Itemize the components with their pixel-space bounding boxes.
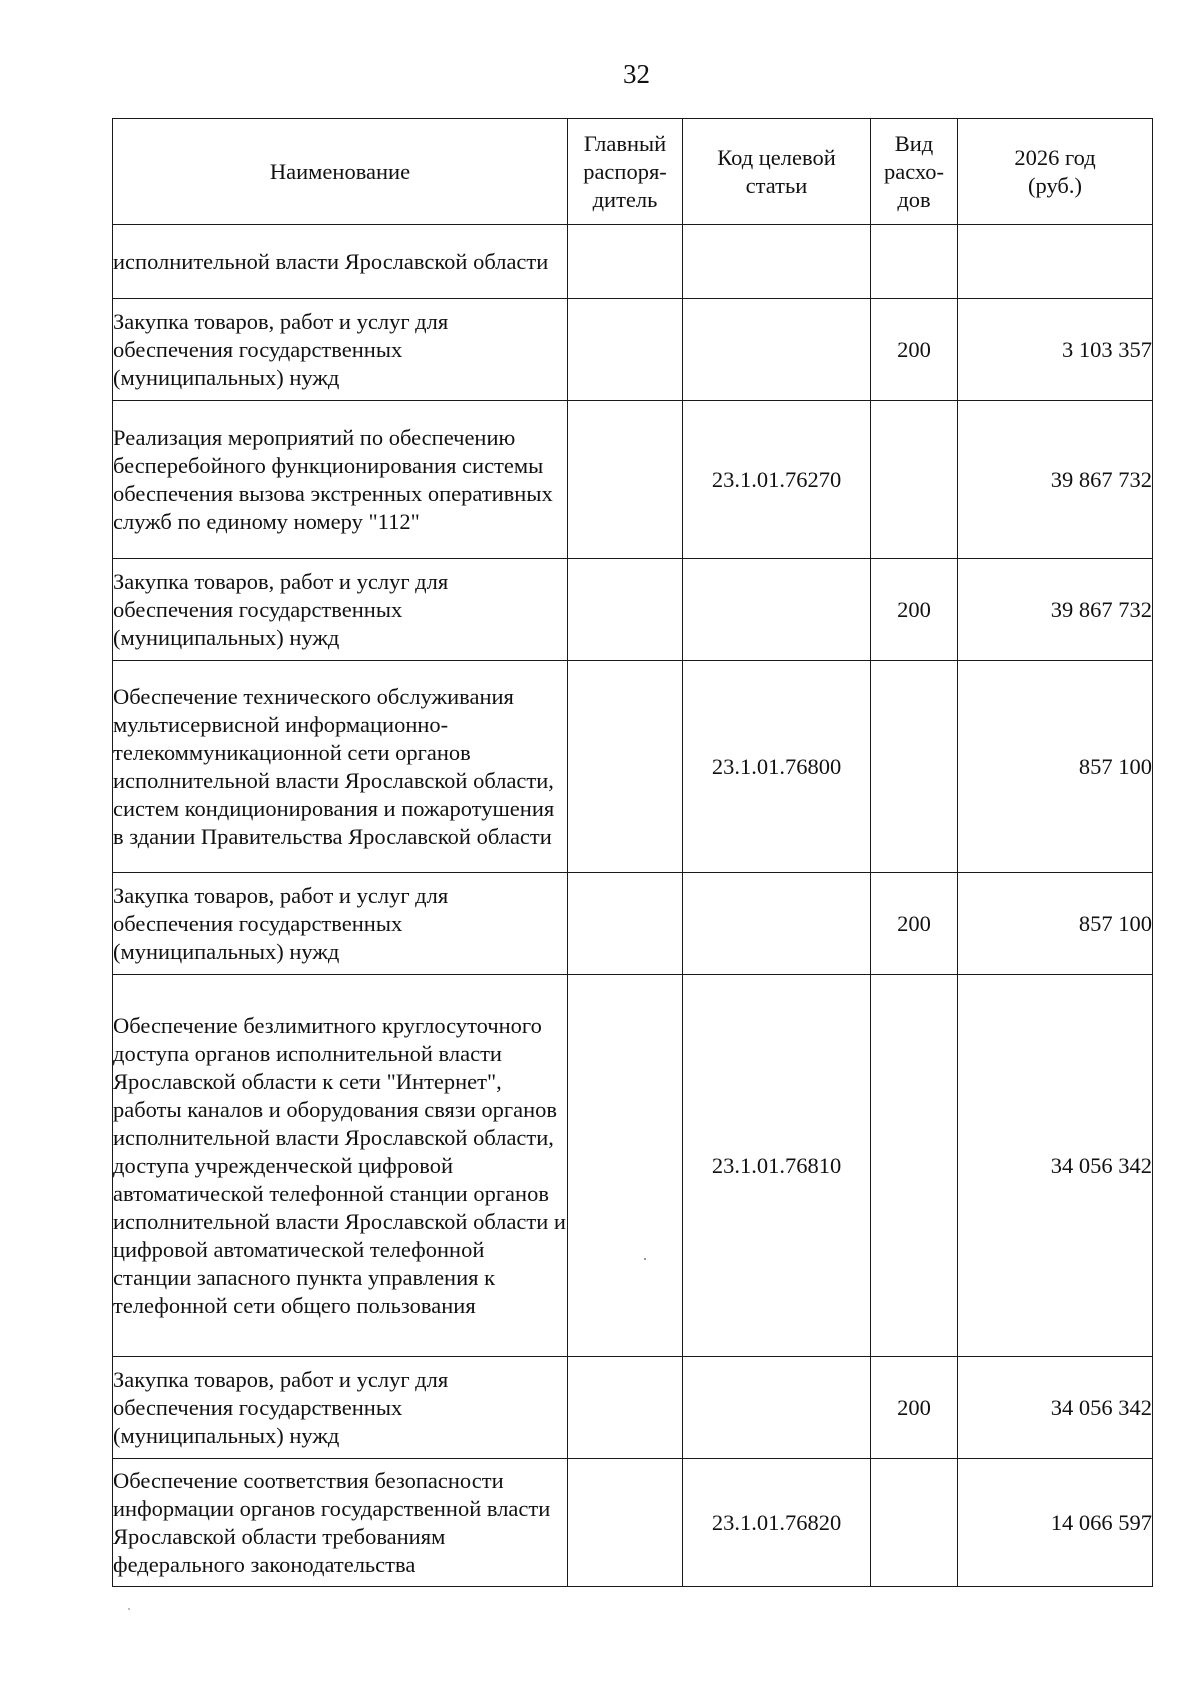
row-manager <box>568 661 683 873</box>
row-expense-type <box>871 975 958 1357</box>
row-expense-type <box>871 225 958 299</box>
budget-table <box>112 118 1153 1587</box>
row-name: Закупка товаров, работ и услуг для обеспечения государственных (муниципальных) нужд <box>113 873 568 975</box>
row-target-code <box>683 225 871 299</box>
scan-speck <box>128 1608 130 1610</box>
row-amount: 39 867 732 <box>958 401 1153 559</box>
row-name: Обеспечение безлимитного круглосуточного доступа органов исполнительной власти Ярославской области к сети "Интернет", работы каналов и оборудования связи органов исполнительной власти Ярославской области, доступа учрежденческой цифровой автоматической телефонной станции органов исполнительной власти Ярославской области и цифровой автоматической телефонной станции запасного пункта управления к телефонной сети общего пользования <box>113 975 568 1357</box>
row-amount: 34 056 342 <box>958 1357 1153 1459</box>
row-name: Реализация мероприятий по обеспечению бесперебойного функционирования системы обеспечения вызова экстренных оперативных служб по единому номеру "112" <box>113 401 568 559</box>
header-target-code: Код целевой статьи <box>683 119 871 225</box>
row-target-code <box>683 559 871 661</box>
row-manager <box>568 559 683 661</box>
row-target-code: 23.1.01.76800 <box>683 661 871 873</box>
table-row <box>113 873 1153 975</box>
table-row <box>113 299 1153 401</box>
row-target-code: 23.1.01.76810 <box>683 975 871 1357</box>
table-row <box>113 661 1153 873</box>
row-amount: 857 100 <box>958 873 1153 975</box>
row-expense-type: 200 <box>871 1357 958 1459</box>
row-manager <box>568 299 683 401</box>
row-amount <box>958 225 1153 299</box>
row-manager <box>568 1357 683 1459</box>
page-number: 32 <box>623 59 650 89</box>
row-name: исполнительной власти Ярославской области <box>113 225 568 299</box>
row-manager <box>568 1459 683 1587</box>
row-amount: 3 103 357 <box>958 299 1153 401</box>
row-manager <box>568 975 683 1357</box>
header-manager: Главный распоря- дитель <box>568 119 683 225</box>
row-amount: 39 867 732 <box>958 559 1153 661</box>
row-expense-type: 200 <box>871 299 958 401</box>
row-target-code <box>683 1357 871 1459</box>
row-manager <box>568 225 683 299</box>
row-name: Закупка товаров, работ и услуг для обеспечения государственных (муниципальных) нужд <box>113 299 568 401</box>
row-target-code <box>683 873 871 975</box>
scan-speck <box>644 1258 646 1260</box>
row-expense-type: 200 <box>871 873 958 975</box>
table-row <box>113 225 1153 299</box>
header-expense-type: Вид расхо- дов <box>871 119 958 225</box>
row-expense-type: 200 <box>871 559 958 661</box>
row-name: Закупка товаров, работ и услуг для обеспечения государственных (муниципальных) нужд <box>113 1357 568 1459</box>
header-name: Наименование <box>113 119 568 225</box>
table-row <box>113 1459 1153 1587</box>
row-amount: 34 056 342 <box>958 975 1153 1357</box>
row-name: Обеспечение технического обслуживания мультисервисной информационно-телекоммуникационной сети органов исполнительной власти Ярославской области, систем кондиционирования и пожаротушения в здании Правительства Ярославской области <box>113 661 568 873</box>
table-header-row <box>113 119 1153 225</box>
row-target-code <box>683 299 871 401</box>
row-manager <box>568 401 683 559</box>
row-manager <box>568 873 683 975</box>
row-name: Обеспечение соответствия безопасности информации органов государственной власти Ярославской области требованиям федерального законодательства <box>113 1459 568 1587</box>
row-target-code: 23.1.01.76820 <box>683 1459 871 1587</box>
table-row <box>113 401 1153 559</box>
row-amount: 857 100 <box>958 661 1153 873</box>
table-row <box>113 975 1153 1357</box>
row-expense-type <box>871 661 958 873</box>
row-target-code: 23.1.01.76270 <box>683 401 871 559</box>
table-row <box>113 559 1153 661</box>
row-amount: 14 066 597 <box>958 1459 1153 1587</box>
header-year: 2026 год (руб.) <box>958 119 1153 225</box>
table-row <box>113 1357 1153 1459</box>
row-expense-type <box>871 401 958 559</box>
row-expense-type <box>871 1459 958 1587</box>
row-name: Закупка товаров, работ и услуг для обеспечения государственных (муниципальных) нужд <box>113 559 568 661</box>
